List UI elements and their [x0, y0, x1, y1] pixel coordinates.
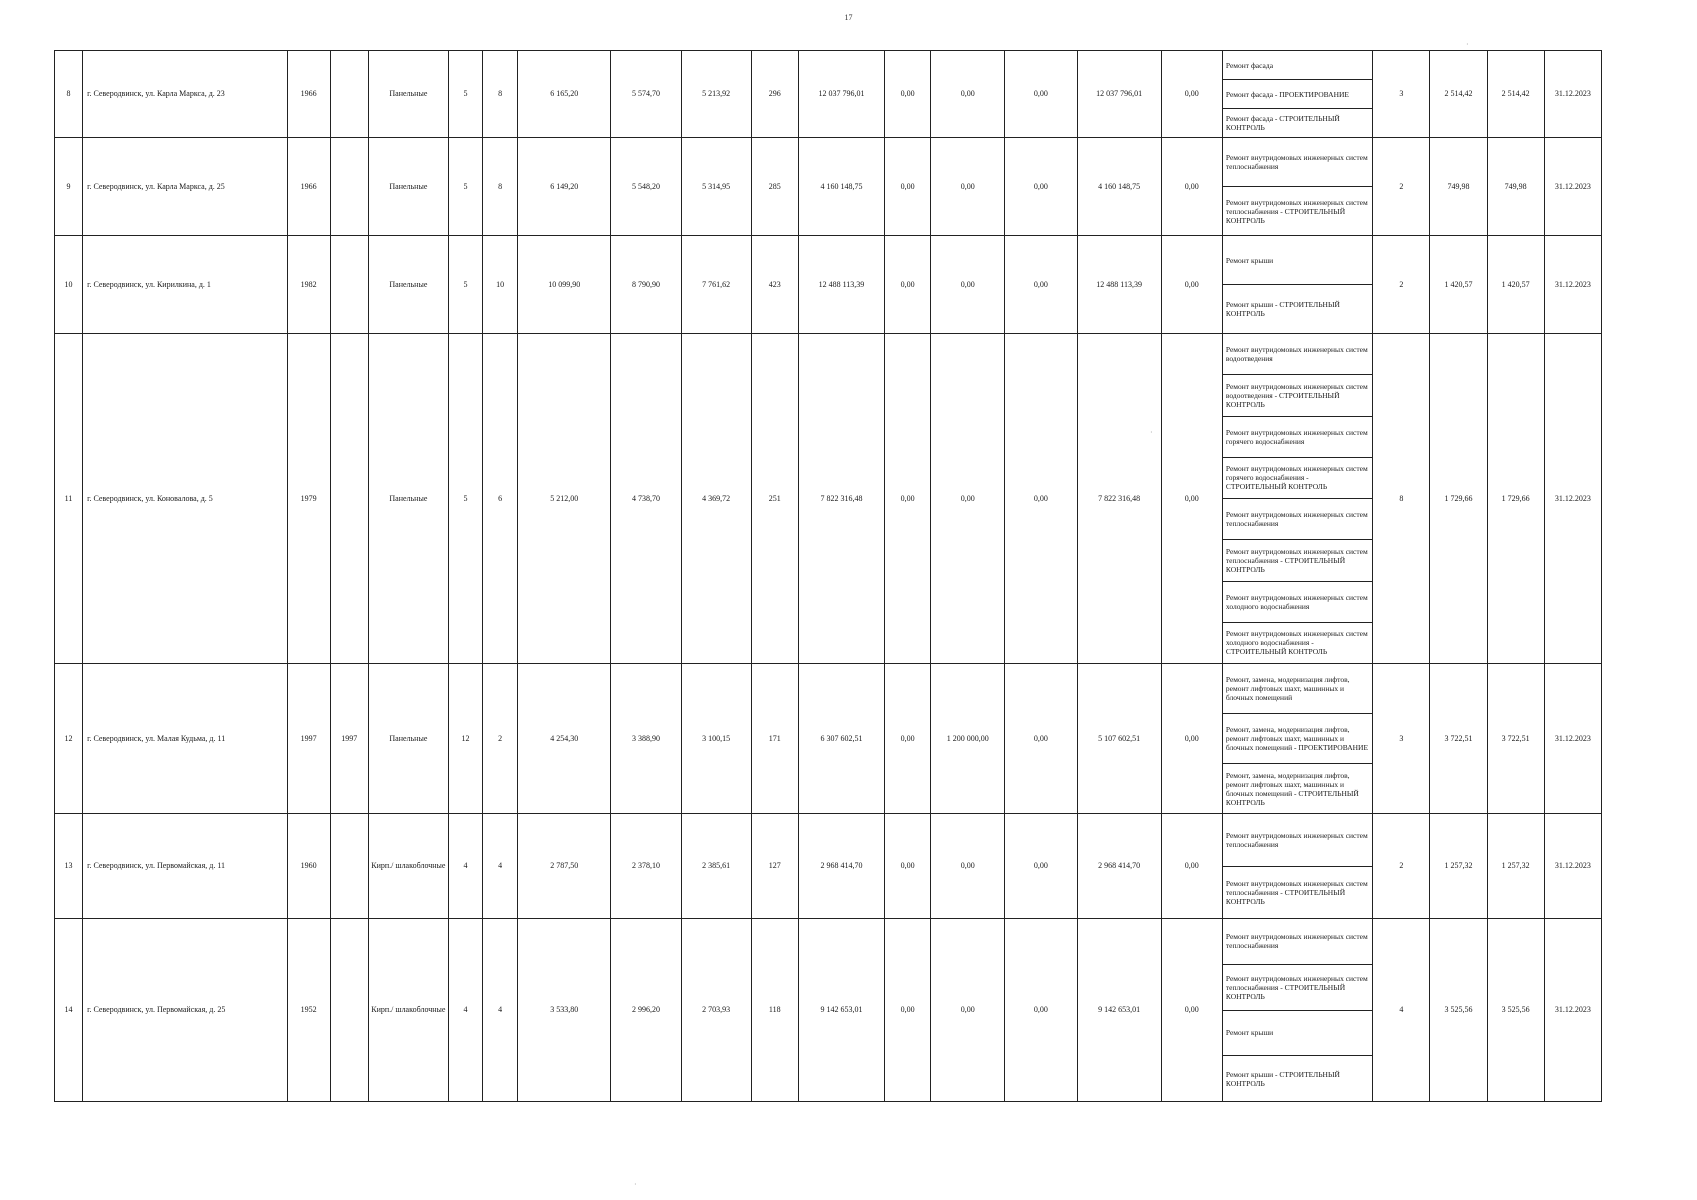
address-cell: г. Северодвинск, ул. Первомайская, д. 11	[83, 814, 288, 919]
other-fund-cell: 0,00	[1161, 664, 1222, 814]
federal-fund-cell: 0,00	[885, 334, 931, 664]
repair-program-table	[54, 50, 1602, 1102]
year-built-cell: 1997	[287, 664, 330, 814]
total-area-cell: 5 212,00	[518, 334, 611, 664]
entrances-cell: 4	[483, 919, 518, 1102]
work-item: Ремонт внутридомовых инженерных систем холодного водоснабжения	[1223, 582, 1372, 623]
work-item: Ремонт крыши	[1223, 236, 1372, 285]
unit-cost-limit-cell: 1 257,32	[1487, 814, 1544, 919]
entrances-cell: 6	[483, 334, 518, 664]
works-count-cell: 2	[1373, 814, 1430, 919]
local-fund-cell: 0,00	[1005, 51, 1077, 138]
work-item: Ремонт внутридомовых инженерных систем горячего водоснабжения	[1223, 417, 1372, 458]
federal-fund-cell: 0,00	[885, 51, 931, 138]
unit-cost-cell: 1 257,32	[1430, 814, 1487, 919]
work-item: Ремонт внутридомовых инженерных систем горячего водоснабжения - СТРОИТЕЛЬНЫЙ КОНТРОЛЬ	[1223, 458, 1372, 499]
living-area-cell: 3 388,90	[611, 664, 681, 814]
federal-fund-cell: 0,00	[885, 138, 931, 236]
federal-fund-cell: 0,00	[885, 236, 931, 334]
works-list	[1223, 334, 1372, 663]
address-cell: г. Северодвинск, ул. Кирилкина, д. 1	[83, 236, 288, 334]
other-fund-cell: 0,00	[1161, 334, 1222, 664]
row-number-cell: 14	[55, 919, 83, 1102]
unit-cost-limit-cell: 2 514,42	[1487, 51, 1544, 138]
wall-material-cell: Панельные	[368, 334, 448, 664]
row-number-cell: 13	[55, 814, 83, 919]
year-overhaul-cell	[330, 814, 368, 919]
work-item: Ремонт фасада	[1223, 51, 1372, 80]
year-built-cell: 1979	[287, 334, 330, 664]
total-area-cell: 10 099,90	[518, 236, 611, 334]
work-item: Ремонт внутридомовых инженерных систем теплоснабжения - СТРОИТЕЛЬНЫЙ КОНТРОЛЬ	[1223, 965, 1372, 1011]
table-row	[55, 334, 1602, 664]
row-number-cell: 12	[55, 664, 83, 814]
table-row	[55, 138, 1602, 236]
works-list-cell	[1222, 236, 1372, 334]
other-fund-cell: 0,00	[1161, 919, 1222, 1102]
wall-material-cell: Панельные	[368, 664, 448, 814]
total-area-cell: 6 149,20	[518, 138, 611, 236]
works-list	[1223, 664, 1372, 813]
deadline-cell: 31.12.2023	[1544, 334, 1601, 664]
address-cell: г. Северодвинск, ул. Карла Маркса, д. 23	[83, 51, 288, 138]
address-cell: г. Северодвинск, ул. Коновалова, д. 5	[83, 334, 288, 664]
residential-area-cell: 5 314,95	[681, 138, 751, 236]
total-cost-cell: 4 160 148,75	[798, 138, 884, 236]
living-area-cell: 4 738,70	[611, 334, 681, 664]
works-count-cell: 8	[1373, 334, 1430, 664]
other-fund-cell: 0,00	[1161, 236, 1222, 334]
work-item: Ремонт внутридомовых инженерных систем теплоснабжения - СТРОИТЕЛЬНЫЙ КОНТРОЛЬ	[1223, 540, 1372, 581]
total-cost-cell: 7 822 316,48	[798, 334, 884, 664]
residents-cell: 251	[751, 334, 798, 664]
residents-cell: 285	[751, 138, 798, 236]
living-area-cell: 8 790,90	[611, 236, 681, 334]
address-cell: г. Северодвинск, ул. Малая Кудьма, д. 11	[83, 664, 288, 814]
residents-cell: 171	[751, 664, 798, 814]
work-item: Ремонт внутридомовых инженерных систем теплоснабжения	[1223, 814, 1372, 867]
work-item: Ремонт внутридомовых инженерных систем теплоснабжения - СТРОИТЕЛЬНЫЙ КОНТРОЛЬ	[1225, 878, 1368, 906]
table-row	[55, 51, 1602, 138]
table-row	[55, 236, 1602, 334]
work-item: Ремонт крыши - СТРОИТЕЛЬНЫЙ КОНТРОЛЬ	[1225, 300, 1340, 318]
works-list	[1223, 51, 1372, 137]
works-list	[1223, 236, 1372, 333]
year-overhaul-cell	[330, 51, 368, 138]
work-item: Ремонт внутридомовых инженерных систем водоотведения	[1223, 334, 1372, 375]
residential-area-cell: 2 385,61	[681, 814, 751, 919]
total-area-cell: 3 533,80	[518, 919, 611, 1102]
entrances-cell: 10	[483, 236, 518, 334]
residential-area-cell: 3 100,15	[681, 664, 751, 814]
scan-speck: ·	[634, 1180, 637, 1189]
work-item: Ремонт фасада - ПРОЕКТИРОВАНИЕ	[1223, 80, 1372, 109]
federal-fund-cell: 0,00	[885, 919, 931, 1102]
works-list-cell	[1222, 138, 1372, 236]
residential-area-cell: 5 213,92	[681, 51, 751, 138]
work-item: Ремонт крыши	[1223, 1011, 1372, 1057]
table-row	[55, 664, 1602, 814]
federal-fund-cell: 0,00	[885, 814, 931, 919]
regional-fund-cell: 1 200 000,00	[931, 664, 1005, 814]
local-fund-cell: 0,00	[1005, 138, 1077, 236]
works-list	[1223, 814, 1372, 918]
unit-cost-cell: 3 525,56	[1430, 919, 1487, 1102]
owners-fund-cell: 9 142 653,01	[1077, 919, 1161, 1102]
year-built-cell: 1966	[287, 138, 330, 236]
total-cost-cell: 9 142 653,01	[798, 919, 884, 1102]
total-area-cell: 2 787,50	[518, 814, 611, 919]
work-item: Ремонт фасада - СТРОИТЕЛЬНЫЙ КОНТРОЛЬ	[1225, 114, 1340, 132]
work-item: Ремонт крыши - СТРОИТЕЛЬНЫЙ КОНТРОЛЬ	[1225, 1069, 1340, 1088]
residents-cell: 118	[751, 919, 798, 1102]
work-item: Ремонт внутридомовых инженерных систем холодного водоснабжения - СТРОИТЕЛЬНЫЙ КОНТРОЛЬ	[1225, 629, 1368, 657]
year-built-cell: 1952	[287, 919, 330, 1102]
unit-cost-cell: 749,98	[1430, 138, 1487, 236]
scan-speck: ·	[1466, 40, 1469, 49]
works-list-cell	[1222, 51, 1372, 138]
living-area-cell: 5 548,20	[611, 138, 681, 236]
federal-fund-cell: 0,00	[885, 664, 931, 814]
year-overhaul-cell	[330, 236, 368, 334]
residents-cell: 296	[751, 51, 798, 138]
deadline-cell: 31.12.2023	[1544, 51, 1601, 138]
scan-speck: ·	[1150, 428, 1153, 437]
year-overhaul-cell	[330, 138, 368, 236]
local-fund-cell: 0,00	[1005, 919, 1077, 1102]
works-count-cell: 3	[1373, 51, 1430, 138]
residential-area-cell: 7 761,62	[681, 236, 751, 334]
living-area-cell: 2 996,20	[611, 919, 681, 1102]
address-cell: г. Северодвинск, ул. Первомайская, д. 25	[83, 919, 288, 1102]
floors-cell: 5	[448, 334, 482, 664]
unit-cost-cell: 3 722,51	[1430, 664, 1487, 814]
owners-fund-cell: 7 822 316,48	[1077, 334, 1161, 664]
floors-cell: 5	[448, 236, 482, 334]
works-list-cell	[1222, 334, 1372, 664]
unit-cost-limit-cell: 749,98	[1487, 138, 1544, 236]
year-built-cell: 1966	[287, 51, 330, 138]
year-overhaul-cell	[330, 919, 368, 1102]
regional-fund-cell: 0,00	[931, 814, 1005, 919]
total-area-cell: 4 254,30	[518, 664, 611, 814]
other-fund-cell: 0,00	[1161, 814, 1222, 919]
row-number-cell: 10	[55, 236, 83, 334]
row-number-cell: 9	[55, 138, 83, 236]
owners-fund-cell: 12 037 796,01	[1077, 51, 1161, 138]
work-item: Ремонт внутридомовых инженерных систем теплоснабжения	[1223, 499, 1372, 540]
unit-cost-limit-cell: 1 729,66	[1487, 334, 1544, 664]
living-area-cell: 2 378,10	[611, 814, 681, 919]
works-list	[1223, 138, 1372, 235]
wall-material-cell: Панельные	[368, 236, 448, 334]
wall-material-cell: Кирп./ шлакоблочные	[368, 919, 448, 1102]
entrances-cell: 4	[483, 814, 518, 919]
local-fund-cell: 0,00	[1005, 664, 1077, 814]
row-number-cell: 8	[55, 51, 83, 138]
work-item: Ремонт внутридомовых инженерных систем теплоснабжения	[1223, 138, 1372, 187]
works-count-cell: 2	[1373, 236, 1430, 334]
unit-cost-cell: 2 514,42	[1430, 51, 1487, 138]
work-item: Ремонт, замена, модернизация лифтов, ремонт лифтовых шахт, машинных и блочных помещений - ПРОЕКТИРОВАНИЕ	[1223, 714, 1372, 764]
other-fund-cell: 0,00	[1161, 138, 1222, 236]
unit-cost-limit-cell: 3 722,51	[1487, 664, 1544, 814]
works-list	[1223, 919, 1372, 1101]
floors-cell: 4	[448, 814, 482, 919]
deadline-cell: 31.12.2023	[1544, 814, 1601, 919]
floors-cell: 4	[448, 919, 482, 1102]
deadline-cell: 31.12.2023	[1544, 236, 1601, 334]
total-cost-cell: 6 307 602,51	[798, 664, 884, 814]
other-fund-cell: 0,00	[1161, 51, 1222, 138]
owners-fund-cell: 4 160 148,75	[1077, 138, 1161, 236]
entrances-cell: 8	[483, 138, 518, 236]
deadline-cell: 31.12.2023	[1544, 138, 1601, 236]
total-cost-cell: 2 968 414,70	[798, 814, 884, 919]
page-number: 17	[844, 13, 853, 22]
address-cell: г. Северодвинск, ул. Карла Маркса, д. 25	[83, 138, 288, 236]
year-built-cell: 1960	[287, 814, 330, 919]
unit-cost-limit-cell: 3 525,56	[1487, 919, 1544, 1102]
floors-cell: 5	[448, 51, 482, 138]
year-built-cell: 1982	[287, 236, 330, 334]
total-cost-cell: 12 488 113,39	[798, 236, 884, 334]
owners-fund-cell: 5 107 602,51	[1077, 664, 1161, 814]
works-list-cell	[1222, 814, 1372, 919]
work-item: Ремонт, замена, модернизация лифтов, ремонт лифтовых шахт, машинных и блочных помещений	[1223, 664, 1372, 714]
floors-cell: 5	[448, 138, 482, 236]
entrances-cell: 8	[483, 51, 518, 138]
works-count-cell: 3	[1373, 664, 1430, 814]
work-item: Ремонт, замена, модернизация лифтов, ремонт лифтовых шахт, машинных и блочных помещений - СТРОИТЕЛЬНЫЙ КОНТРОЛЬ	[1225, 770, 1359, 807]
local-fund-cell: 0,00	[1005, 814, 1077, 919]
work-item: Ремонт внутридомовых инженерных систем водоотведения - СТРОИТЕЛЬНЫЙ КОНТРОЛЬ	[1223, 375, 1372, 416]
regional-fund-cell: 0,00	[931, 236, 1005, 334]
regional-fund-cell: 0,00	[931, 919, 1005, 1102]
work-item: Ремонт внутридомовых инженерных систем теплоснабжения	[1223, 919, 1372, 965]
wall-material-cell: Панельные	[368, 138, 448, 236]
local-fund-cell: 0,00	[1005, 334, 1077, 664]
wall-material-cell: Кирп./ шлакоблочные	[368, 814, 448, 919]
residents-cell: 127	[751, 814, 798, 919]
regional-fund-cell: 0,00	[931, 51, 1005, 138]
deadline-cell: 31.12.2023	[1544, 664, 1601, 814]
regional-fund-cell: 0,00	[931, 334, 1005, 664]
table-row	[55, 919, 1602, 1102]
works-count-cell: 4	[1373, 919, 1430, 1102]
regional-fund-cell: 0,00	[931, 138, 1005, 236]
year-overhaul-cell	[330, 334, 368, 664]
residential-area-cell: 4 369,72	[681, 334, 751, 664]
table-row	[55, 814, 1602, 919]
table-body	[55, 51, 1602, 1102]
works-list-cell	[1222, 919, 1372, 1102]
owners-fund-cell: 2 968 414,70	[1077, 814, 1161, 919]
residential-area-cell: 2 703,93	[681, 919, 751, 1102]
unit-cost-cell: 1 729,66	[1430, 334, 1487, 664]
local-fund-cell: 0,00	[1005, 236, 1077, 334]
unit-cost-limit-cell: 1 420,57	[1487, 236, 1544, 334]
owners-fund-cell: 12 488 113,39	[1077, 236, 1161, 334]
deadline-cell: 31.12.2023	[1544, 919, 1601, 1102]
works-count-cell: 2	[1373, 138, 1430, 236]
residents-cell: 423	[751, 236, 798, 334]
living-area-cell: 5 574,70	[611, 51, 681, 138]
total-cost-cell: 12 037 796,01	[798, 51, 884, 138]
wall-material-cell: Панельные	[368, 51, 448, 138]
year-overhaul-cell: 1997	[330, 664, 368, 814]
total-area-cell: 6 165,20	[518, 51, 611, 138]
entrances-cell: 2	[483, 664, 518, 814]
work-item: Ремонт внутридомовых инженерных систем теплоснабжения - СТРОИТЕЛЬНЫЙ КОНТРОЛЬ	[1225, 197, 1368, 225]
works-list-cell	[1222, 664, 1372, 814]
floors-cell: 12	[448, 664, 482, 814]
unit-cost-cell: 1 420,57	[1430, 236, 1487, 334]
row-number-cell: 11	[55, 334, 83, 664]
